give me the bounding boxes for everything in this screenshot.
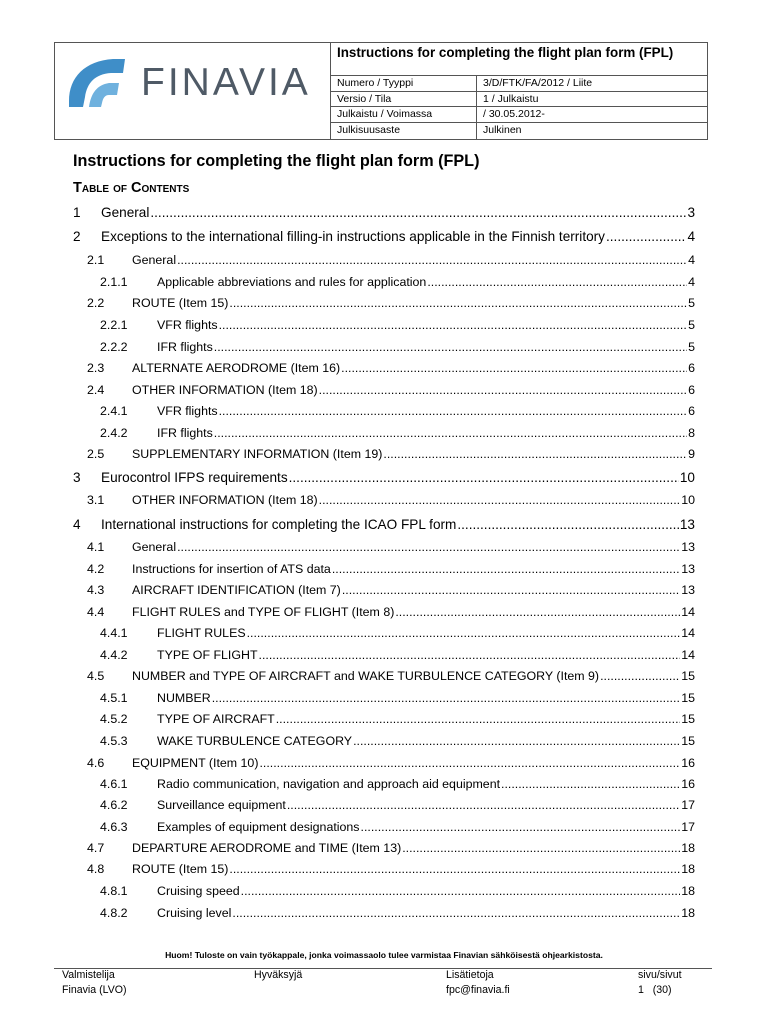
toc-entry-page: 6 xyxy=(688,383,695,397)
toc-leader-dots xyxy=(214,340,687,354)
footer-prepared-value: Finavia (LVO) xyxy=(62,984,127,996)
toc-leader-dots xyxy=(361,820,681,834)
toc-entry-number: 4.6.3 xyxy=(100,820,128,834)
toc-entry-label: IFR flights xyxy=(157,340,213,354)
toc-entry-page: 5 xyxy=(688,296,695,310)
meta-row-published xyxy=(331,107,707,123)
toc-entry-page: 18 xyxy=(681,862,695,876)
toc-entry-number: 2.2 xyxy=(87,296,105,310)
toc-leader-dots xyxy=(395,605,680,619)
toc-entry-label: International instructions for completing the ICAO FPL form xyxy=(101,517,457,532)
toc-entry-number: 2.2.1 xyxy=(100,318,128,332)
toc-entry-page: 13 xyxy=(681,583,695,597)
meta-row-version xyxy=(331,92,707,108)
toc-entry-number: 4.5.3 xyxy=(100,734,128,748)
toc-entry-page: 13 xyxy=(681,562,695,576)
toc-leader-dots xyxy=(241,884,681,898)
toc-entry-label: Radio communication, navigation and approach aid equipment xyxy=(157,777,501,791)
toc-entry-label: WAKE TURBULENCE CATEGORY xyxy=(157,734,353,748)
toc-entry-page: 4 xyxy=(687,229,695,244)
toc-entry-page: 6 xyxy=(688,404,695,418)
toc-entry[interactable] xyxy=(73,841,695,855)
footer-info-value: fpc@finavia.fi xyxy=(446,984,510,996)
toc-leader-dots xyxy=(259,648,681,662)
footer-page-value: 1 (30) xyxy=(638,984,672,996)
footer-note: Huom! Tuloste on vain työkappale, jonka voimassaolo tulee varmistaa Finavian sähköisestä ohjearkistosta. xyxy=(165,950,603,960)
toc-leader-dots xyxy=(427,275,687,289)
toc-entry-label: IFR flights xyxy=(157,426,213,440)
toc-entry-number: 2.1.1 xyxy=(100,275,128,289)
toc-entry[interactable] xyxy=(73,756,695,770)
toc-entry-number: 4.1 xyxy=(87,540,105,554)
toc-entry[interactable] xyxy=(73,626,695,640)
toc-entry[interactable] xyxy=(73,820,695,834)
toc-entry[interactable] xyxy=(73,884,695,898)
toc-entry-label: ROUTE (Item 15) xyxy=(132,862,229,876)
toc-entry-label: General xyxy=(132,253,177,267)
toc-entry-number: 4.6.2 xyxy=(100,798,128,812)
toc-entry-number: 2.4 xyxy=(87,383,105,397)
toc-entry[interactable] xyxy=(73,361,695,375)
toc-entry-page: 16 xyxy=(681,777,695,791)
toc-entry-label: ROUTE (Item 15) xyxy=(132,296,229,310)
toc-entry-label: NUMBER and TYPE OF AIRCRAFT and WAKE TURBULENCE CATEGORY (Item 9) xyxy=(132,669,600,683)
toc-entry[interactable] xyxy=(73,798,695,812)
toc-leader-dots xyxy=(214,426,687,440)
toc-entry-label: Exceptions to the international filling-in instructions applicable in the Finnish territory xyxy=(101,229,605,244)
toc-entry[interactable] xyxy=(73,562,695,576)
toc-entry-page: 15 xyxy=(681,669,695,683)
toc-entry-page: 17 xyxy=(681,820,695,834)
toc-leader-dots xyxy=(276,712,680,726)
meta-value: 3/D/FTK/FA/2012 / Liite xyxy=(483,77,593,89)
toc-entry-number: 4.3 xyxy=(87,583,105,597)
toc-leader-dots xyxy=(247,626,681,640)
toc-entry[interactable] xyxy=(73,253,695,267)
toc-entry-page: 8 xyxy=(688,426,695,440)
footer-prepared-label: Valmistelija xyxy=(62,969,115,981)
toc-leader-dots xyxy=(229,862,680,876)
meta-value: 1 / Julkaistu xyxy=(483,92,539,105)
toc-entry-label: Cruising speed xyxy=(157,884,240,898)
toc-leader-dots xyxy=(341,361,687,375)
toc-leader-dots xyxy=(219,404,688,418)
toc-leader-dots xyxy=(353,734,680,748)
toc-entry-label: ALTERNATE AERODROME (Item 16) xyxy=(132,361,341,375)
toc-entry[interactable] xyxy=(73,318,695,332)
toc-entry[interactable] xyxy=(73,540,695,554)
toc-entry-number: 3.1 xyxy=(87,493,105,507)
meta-value: / 30.05.2012- xyxy=(483,108,545,121)
toc-entry-number: 2.3 xyxy=(87,361,105,375)
toc-entry-label: Applicable abbreviations and rules for application xyxy=(157,275,427,289)
toc-entry-label: FLIGHT RULES xyxy=(157,626,246,640)
toc-entry-label: EQUIPMENT (Item 10) xyxy=(132,756,259,770)
toc-entry-number: 2 xyxy=(73,229,81,244)
toc-leader-dots xyxy=(219,318,688,332)
toc-leader-dots xyxy=(177,540,680,554)
toc-entry-page: 15 xyxy=(681,691,695,705)
toc-entry-page: 13 xyxy=(679,517,695,532)
toc-entry-label: Eurocontrol IFPS requirements xyxy=(101,470,288,485)
toc-leader-dots xyxy=(259,756,680,770)
toc-entry-page: 18 xyxy=(681,906,695,920)
document-metadata xyxy=(331,43,707,139)
toc-entry[interactable] xyxy=(73,493,695,507)
toc-entry[interactable] xyxy=(73,605,695,619)
toc-entry-page: 6 xyxy=(688,361,695,375)
footer-page-label: sivu/sivut xyxy=(638,969,682,981)
toc-leader-dots xyxy=(319,383,687,397)
toc-entry-number: 2.2.2 xyxy=(100,340,128,354)
toc-leader-dots xyxy=(150,205,686,220)
toc-entry-label: General xyxy=(101,205,150,220)
finavia-logo xyxy=(55,43,331,139)
toc-leader-dots xyxy=(501,777,680,791)
toc-entry-page: 14 xyxy=(681,605,695,619)
toc-entry-number: 1 xyxy=(73,205,81,220)
toc-entry[interactable] xyxy=(73,517,695,532)
toc-entry-page: 15 xyxy=(681,734,695,748)
toc-entry[interactable] xyxy=(73,383,695,397)
meta-row-number xyxy=(331,76,707,92)
toc-leader-dots xyxy=(287,798,680,812)
toc-entry-number: 4.8.2 xyxy=(100,906,128,920)
toc-leader-dots xyxy=(402,841,680,855)
toc-entry[interactable] xyxy=(73,275,695,289)
toc-entry[interactable] xyxy=(73,906,695,920)
toc-entry-number: 3 xyxy=(73,470,81,485)
toc-entry-label: Instructions for insertion of ATS data xyxy=(132,562,331,576)
footer-approved-label: Hyväksyjä xyxy=(254,969,303,981)
toc-leader-dots xyxy=(289,470,679,485)
meta-key: Versio / Tila xyxy=(331,92,477,107)
toc-entry[interactable] xyxy=(73,712,695,726)
toc-entry-page: 4 xyxy=(688,253,695,267)
header-title: Instructions for completing the flight plan form (FPL) xyxy=(331,43,707,76)
toc-entry-label: SUPPLEMENTARY INFORMATION (Item 19) xyxy=(132,447,383,461)
toc-entry-number: 4 xyxy=(73,517,81,532)
toc-entry-label: NUMBER xyxy=(157,691,211,705)
toc-entry-number: 4.2 xyxy=(87,562,105,576)
toc-entry-label: TYPE OF FLIGHT xyxy=(157,648,258,662)
toc-entry-page: 10 xyxy=(679,470,695,485)
toc-leader-dots xyxy=(177,253,687,267)
toc-entry-number: 4.5.1 xyxy=(100,691,128,705)
meta-row-publicity xyxy=(331,123,707,139)
toc-entry-number: 4.8 xyxy=(87,862,105,876)
toc-entry-page: 10 xyxy=(681,493,695,507)
toc-entry-number: 4.5.2 xyxy=(100,712,128,726)
toc-entry-number: 4.4 xyxy=(87,605,105,619)
toc-leader-dots xyxy=(600,669,680,683)
toc-entry[interactable] xyxy=(73,447,695,461)
meta-key: Numero / Tyyppi xyxy=(331,76,477,91)
toc-entry-label: TYPE OF AIRCRAFT xyxy=(157,712,275,726)
finavia-logo-icon xyxy=(63,51,135,115)
toc-entry-label: General xyxy=(132,540,177,554)
toc-entry[interactable] xyxy=(73,340,695,354)
toc-entry-page: 18 xyxy=(681,884,695,898)
toc-entry-label: FLIGHT RULES and TYPE OF FLIGHT (Item 8) xyxy=(132,605,395,619)
logo-wordmark: FINAVIA xyxy=(141,61,311,104)
toc-entry[interactable] xyxy=(73,669,695,683)
toc-entry[interactable] xyxy=(73,470,695,485)
toc-entry-number: 4.4.2 xyxy=(100,648,128,662)
toc-entry-label: Examples of equipment designations xyxy=(157,820,360,834)
toc-entry[interactable] xyxy=(73,205,695,220)
toc-entry-number: 2.4.2 xyxy=(100,426,128,440)
toc-entry-number: 4.5 xyxy=(87,669,105,683)
toc-entry-page: 3 xyxy=(687,205,695,220)
toc-entry[interactable] xyxy=(73,404,695,418)
toc-leader-dots xyxy=(342,583,680,597)
toc-entry[interactable] xyxy=(73,296,695,310)
toc-entry-label: VFR flights xyxy=(157,404,218,418)
meta-key: Julkisuusaste xyxy=(331,123,477,139)
footer-info-label: Lisätietoja xyxy=(446,969,494,981)
meta-value: Julkinen xyxy=(483,124,522,137)
toc-entry-number: 2.1 xyxy=(87,253,105,267)
document-title: Instructions for completing the flight plan form (FPL) xyxy=(73,152,480,170)
toc-entry-page: 14 xyxy=(681,648,695,662)
toc-leader-dots xyxy=(606,229,686,244)
toc-entry-page: 5 xyxy=(688,318,695,332)
toc-leader-dots xyxy=(212,691,681,705)
toc-entry[interactable] xyxy=(73,777,695,791)
toc-entry[interactable] xyxy=(73,229,695,244)
toc-entry-page: 4 xyxy=(688,275,695,289)
toc-entry-page: 14 xyxy=(681,626,695,640)
toc-entry-label: Cruising level xyxy=(157,906,232,920)
toc-entry[interactable] xyxy=(73,426,695,440)
toc-entry[interactable] xyxy=(73,648,695,662)
toc-entry[interactable] xyxy=(73,734,695,748)
toc-entry-page: 18 xyxy=(681,841,695,855)
toc-entry-page: 15 xyxy=(681,712,695,726)
meta-key: Julkaistu / Voimassa xyxy=(331,107,477,122)
toc-entry-number: 2.4.1 xyxy=(100,404,128,418)
footer-divider xyxy=(54,968,712,969)
toc-entry-number: 4.7 xyxy=(87,841,105,855)
toc-entry-number: 4.6 xyxy=(87,756,105,770)
toc-entry-number: 4.6.1 xyxy=(100,777,128,791)
toc-entry-label: OTHER INFORMATION (Item 18) xyxy=(132,383,318,397)
toc-entry-page: 5 xyxy=(688,340,695,354)
toc-heading: Table of Contents xyxy=(73,180,190,196)
toc-leader-dots xyxy=(383,447,687,461)
toc-entry-page: 9 xyxy=(688,447,695,461)
toc-entry-label: AIRCRAFT IDENTIFICATION (Item 7) xyxy=(132,583,341,597)
toc-leader-dots xyxy=(232,906,680,920)
toc-leader-dots xyxy=(332,562,680,576)
toc-entry-number: 4.4.1 xyxy=(100,626,128,640)
toc-entry-page: 17 xyxy=(681,798,695,812)
toc-entry-number: 4.8.1 xyxy=(100,884,128,898)
toc-entry-number: 2.5 xyxy=(87,447,105,461)
toc-entry[interactable] xyxy=(73,862,695,876)
toc-leader-dots xyxy=(319,493,681,507)
toc-entry-page: 16 xyxy=(681,756,695,770)
toc-entry-label: DEPARTURE AERODROME and TIME (Item 13) xyxy=(132,841,402,855)
toc-entry[interactable] xyxy=(73,691,695,705)
toc-entry-label: OTHER INFORMATION (Item 18) xyxy=(132,493,318,507)
toc-leader-dots xyxy=(229,296,687,310)
toc-entry-label: VFR flights xyxy=(157,318,218,332)
document-header xyxy=(54,42,708,140)
toc-entry-label: Surveillance equipment xyxy=(157,798,286,812)
toc-entry-page: 13 xyxy=(681,540,695,554)
toc-entry[interactable] xyxy=(73,583,695,597)
toc-leader-dots xyxy=(457,517,679,532)
